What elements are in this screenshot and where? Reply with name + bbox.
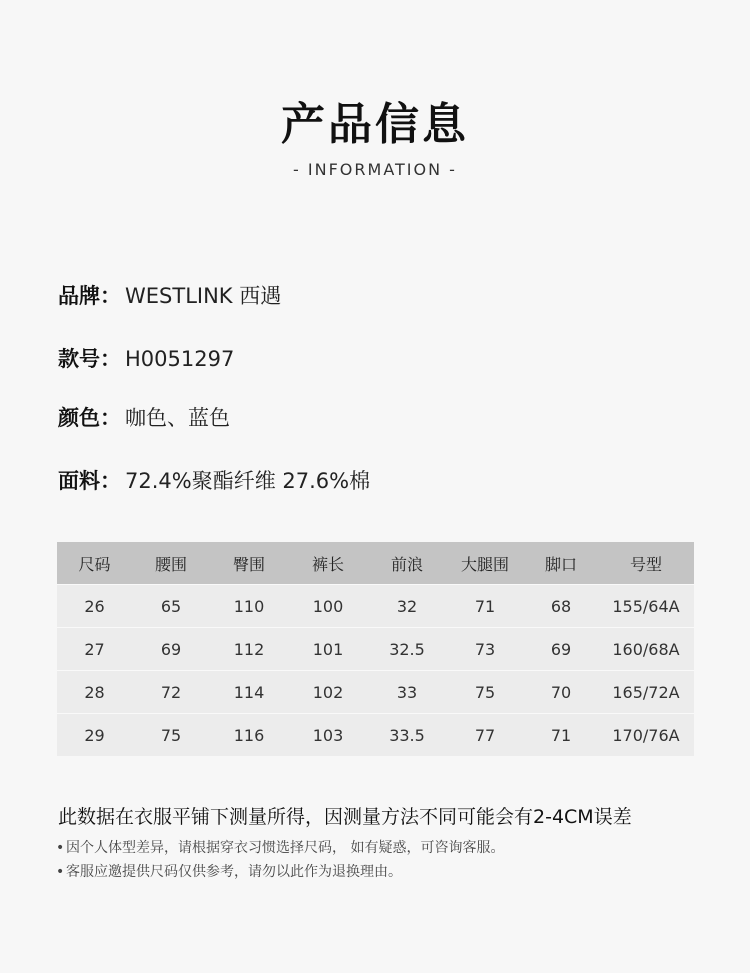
info-value-brand: WESTLINK 西遇 <box>125 284 282 308</box>
info-label-style-number: 款号： <box>58 347 121 371</box>
info-brand <box>58 280 281 310</box>
page-subtitle: - INFORMATION - <box>293 160 457 179</box>
table-cell: 102 <box>288 671 368 714</box>
note-text: 因个人体型差异，请根据穿衣习惯选择尺码， 如有疑惑，可咨询客服。 <box>66 840 505 856</box>
info-value-fabric: 72.4%聚酯纤维 27.6%棉 <box>125 469 371 493</box>
info-label-color: 颜色： <box>58 406 121 430</box>
table-cell: 32.5 <box>368 628 446 671</box>
table-cell: 29 <box>57 714 132 757</box>
table-cell: 165/72A <box>598 671 694 714</box>
info-value-color: 咖色、蓝色 <box>125 406 230 430</box>
table-row <box>57 714 694 757</box>
table-cell: 101 <box>288 628 368 671</box>
table-cell: 69 <box>524 628 598 671</box>
table-cell: 28 <box>57 671 132 714</box>
header-thigh: 大腿围 <box>446 542 524 585</box>
table-cell: 75 <box>132 714 210 757</box>
info-style-number <box>58 343 234 373</box>
table-cell: 110 <box>210 585 288 628</box>
table-cell: 170/76A <box>598 714 694 757</box>
table-cell: 71 <box>446 585 524 628</box>
bullet-icon: • <box>56 840 65 856</box>
table-cell: 155/64A <box>598 585 694 628</box>
header-size: 尺码 <box>57 542 132 585</box>
header-length: 裤长 <box>288 542 368 585</box>
header-leg-opening: 脚口 <box>524 542 598 585</box>
measurement-note: 此数据在衣服平铺下测量所得，因测量方法不同可能会有2-4CM误差 <box>58 806 632 828</box>
table-cell: 75 <box>446 671 524 714</box>
table-cell: 71 <box>524 714 598 757</box>
table-cell: 70 <box>524 671 598 714</box>
table-cell: 68 <box>524 585 598 628</box>
info-label-fabric: 面料： <box>58 469 121 493</box>
info-color <box>58 402 230 432</box>
size-table <box>57 542 694 756</box>
table-row <box>57 585 694 628</box>
table-cell: 112 <box>210 628 288 671</box>
table-cell: 33.5 <box>368 714 446 757</box>
info-fabric <box>58 465 370 495</box>
table-cell: 116 <box>210 714 288 757</box>
header-hip: 臀围 <box>210 542 288 585</box>
header-waist: 腰围 <box>132 542 210 585</box>
header-front-rise: 前浪 <box>368 542 446 585</box>
table-cell: 160/68A <box>598 628 694 671</box>
table-cell: 69 <box>132 628 210 671</box>
table-cell: 33 <box>368 671 446 714</box>
table-cell: 27 <box>57 628 132 671</box>
table-cell: 65 <box>132 585 210 628</box>
page-title: 产品信息 <box>281 99 469 150</box>
info-label-brand: 品牌： <box>58 284 121 308</box>
table-cell: 32 <box>368 585 446 628</box>
table-cell: 72 <box>132 671 210 714</box>
note-text: 客服应邀提供尺码仅供参考，请勿以此作为退换理由。 <box>66 864 402 880</box>
table-cell: 26 <box>57 585 132 628</box>
header-fit-code: 号型 <box>598 542 694 585</box>
note-item <box>56 861 402 881</box>
table-cell: 103 <box>288 714 368 757</box>
table-cell: 114 <box>210 671 288 714</box>
table-cell: 73 <box>446 628 524 671</box>
table-row <box>57 628 694 671</box>
info-value-style-number: H0051297 <box>125 347 235 371</box>
table-row <box>57 671 694 714</box>
table-cell: 100 <box>288 585 368 628</box>
table-header-row <box>57 542 694 585</box>
table-cell: 77 <box>446 714 524 757</box>
bullet-icon: • <box>56 864 65 880</box>
note-item <box>56 837 504 857</box>
